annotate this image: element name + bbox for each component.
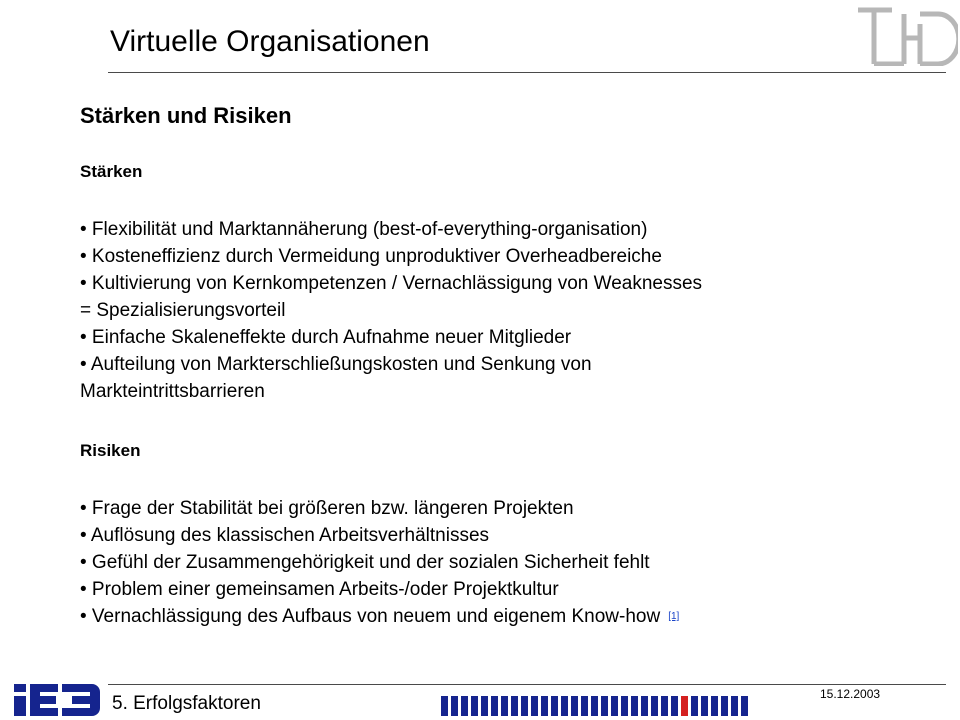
footnote-link[interactable]: [1]: [668, 611, 680, 623]
progress-segment: [531, 696, 538, 716]
progress-segment: [481, 696, 488, 716]
progress-segment: [671, 696, 678, 716]
progress-segment: [721, 696, 728, 716]
strengths-item: = Spezialisierungsvorteil: [80, 300, 286, 321]
spacer: [80, 405, 880, 437]
risks-item: • Gefühl der Zusammengehörigkeit und der sozialen Sicherheit fehlt: [80, 552, 650, 573]
slide-content: [80, 158, 880, 630]
slide-progress-bar: [441, 696, 748, 716]
progress-segment: [641, 696, 648, 716]
tud-logo-icon: [852, 4, 958, 66]
progress-segment: [621, 696, 628, 716]
progress-segment: [601, 696, 608, 716]
risks-item: • Auflösung des klassischen Arbeitsverhältnisses: [80, 525, 490, 546]
progress-segment: [491, 696, 498, 716]
slide-heading: Stärken und Risiken: [80, 103, 292, 128]
progress-segment: [571, 696, 578, 716]
progress-segment: [501, 696, 508, 716]
progress-segment: [631, 696, 638, 716]
progress-segment: [741, 696, 748, 716]
progress-segment: [591, 696, 598, 716]
progress-segment: [521, 696, 528, 716]
risks-title: Risiken: [80, 441, 141, 460]
spacer: [80, 465, 880, 495]
strengths-item: • Kultivierung von Kernkompetenzen / Vernachlässigung von Weaknesses: [80, 273, 703, 294]
progress-segment: [651, 696, 658, 716]
progress-segment: [541, 696, 548, 716]
progress-segment: [551, 696, 558, 716]
progress-segment: [711, 696, 718, 716]
progress-segment: [461, 696, 468, 716]
spacer: [80, 186, 880, 216]
progress-segment: [471, 696, 478, 716]
strengths-item: • Kosteneffizienz durch Vermeidung unproduktiver Overheadbereiche: [80, 246, 662, 267]
risks-item: • Problem einer gemeinsamen Arbeits-/oder Projektkultur: [80, 579, 559, 600]
risks-item: • Frage der Stabilität bei größeren bzw. längeren Projekten: [80, 498, 574, 519]
title-divider: [108, 72, 946, 73]
progress-segment: [691, 696, 698, 716]
footer-divider: [108, 684, 946, 685]
risks-item: [80, 603, 880, 630]
footer-section-label: 5. Erfolgsfaktoren: [112, 693, 261, 714]
progress-segment: [681, 696, 688, 716]
strengths-title: Stärken: [80, 162, 143, 181]
progress-segment: [581, 696, 588, 716]
ieb-logo-icon: [14, 684, 100, 716]
progress-segment: [731, 696, 738, 716]
progress-segment: [661, 696, 668, 716]
progress-segment: [611, 696, 618, 716]
strengths-item: • Einfache Skaleneffekte durch Aufnahme neuer Mitglieder: [80, 327, 572, 348]
progress-segment: [561, 696, 568, 716]
slide-date: 15.12.2003: [820, 687, 881, 701]
strengths-item: • Aufteilung von Markterschließungskosten und Senkung von: [80, 354, 592, 375]
slide-title: Virtuelle Organisationen: [110, 25, 430, 58]
progress-segment: [451, 696, 458, 716]
risks-item-text: • Vernachlässigung des Aufbaus von neuem und eigenem Know-how: [80, 606, 661, 627]
strengths-item: • Flexibilität und Marktannäherung (best-of-everything-organisation): [80, 219, 648, 240]
strengths-item: Markteintrittsbarrieren: [80, 381, 265, 402]
progress-segment: [511, 696, 518, 716]
progress-segment: [441, 696, 448, 716]
progress-segment: [701, 696, 708, 716]
